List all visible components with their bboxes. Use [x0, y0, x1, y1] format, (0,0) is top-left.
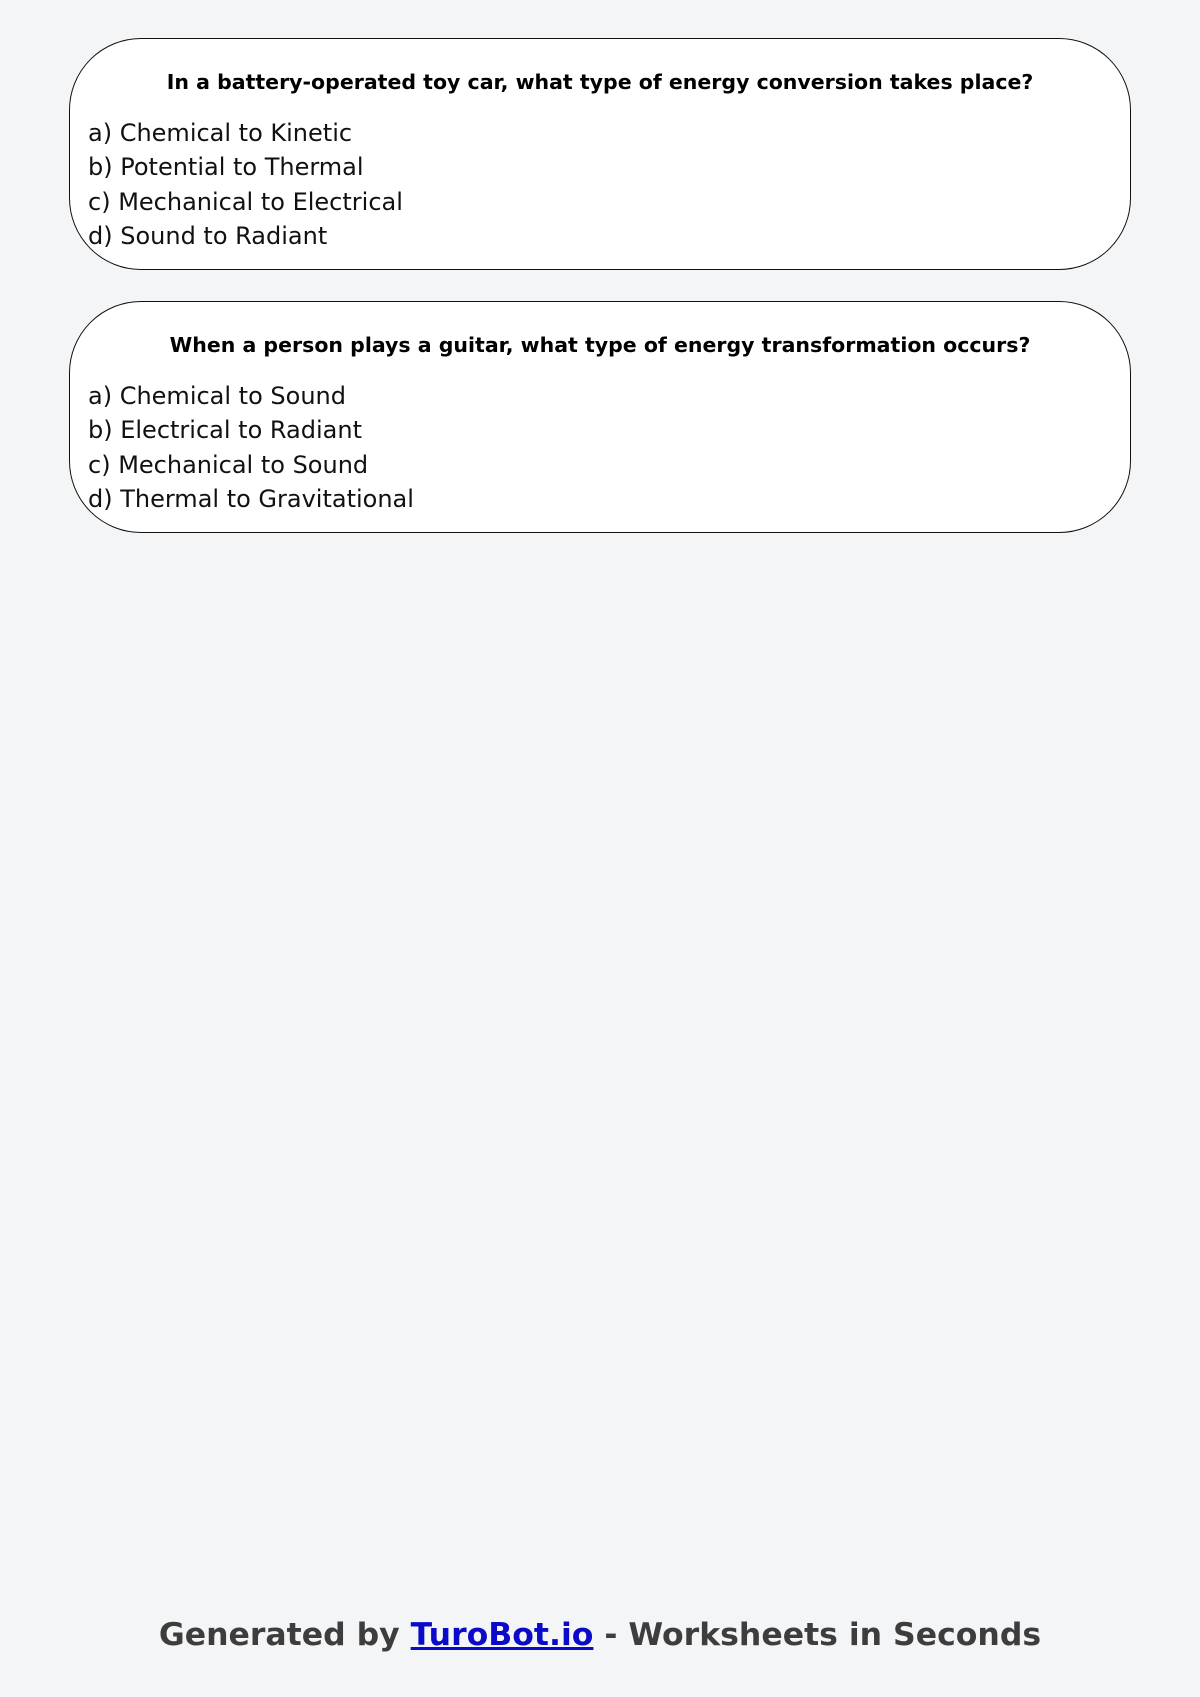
- answer-options: [88, 379, 414, 516]
- answer-option: b) Electrical to Radiant: [88, 416, 362, 445]
- footer-suffix: - Worksheets in Seconds: [604, 1617, 1042, 1653]
- answer-options: [88, 116, 403, 253]
- turobot-link[interactable]: TuroBot.io: [410, 1617, 594, 1653]
- question-text: In a battery-operated toy car, what type of energy conversion takes place?: [166, 70, 1034, 94]
- answer-option: c) Mechanical to Sound: [88, 450, 369, 479]
- question-text: When a person plays a guitar, what type of energy transformation occurs?: [169, 333, 1031, 357]
- answer-option: c) Mechanical to Electrical: [88, 187, 403, 216]
- question-card: [69, 38, 1131, 270]
- answer-option: a) Chemical to Sound: [88, 382, 346, 410]
- answer-option: d) Sound to Radiant: [88, 221, 328, 250]
- footer: [0, 1617, 1200, 1653]
- footer-prefix: Generated by: [158, 1617, 400, 1653]
- answer-option: a) Chemical to Kinetic: [88, 119, 353, 147]
- answer-option: d) Thermal to Gravitational: [88, 484, 414, 513]
- question-card: [69, 301, 1131, 533]
- answer-option: b) Potential to Thermal: [88, 153, 364, 182]
